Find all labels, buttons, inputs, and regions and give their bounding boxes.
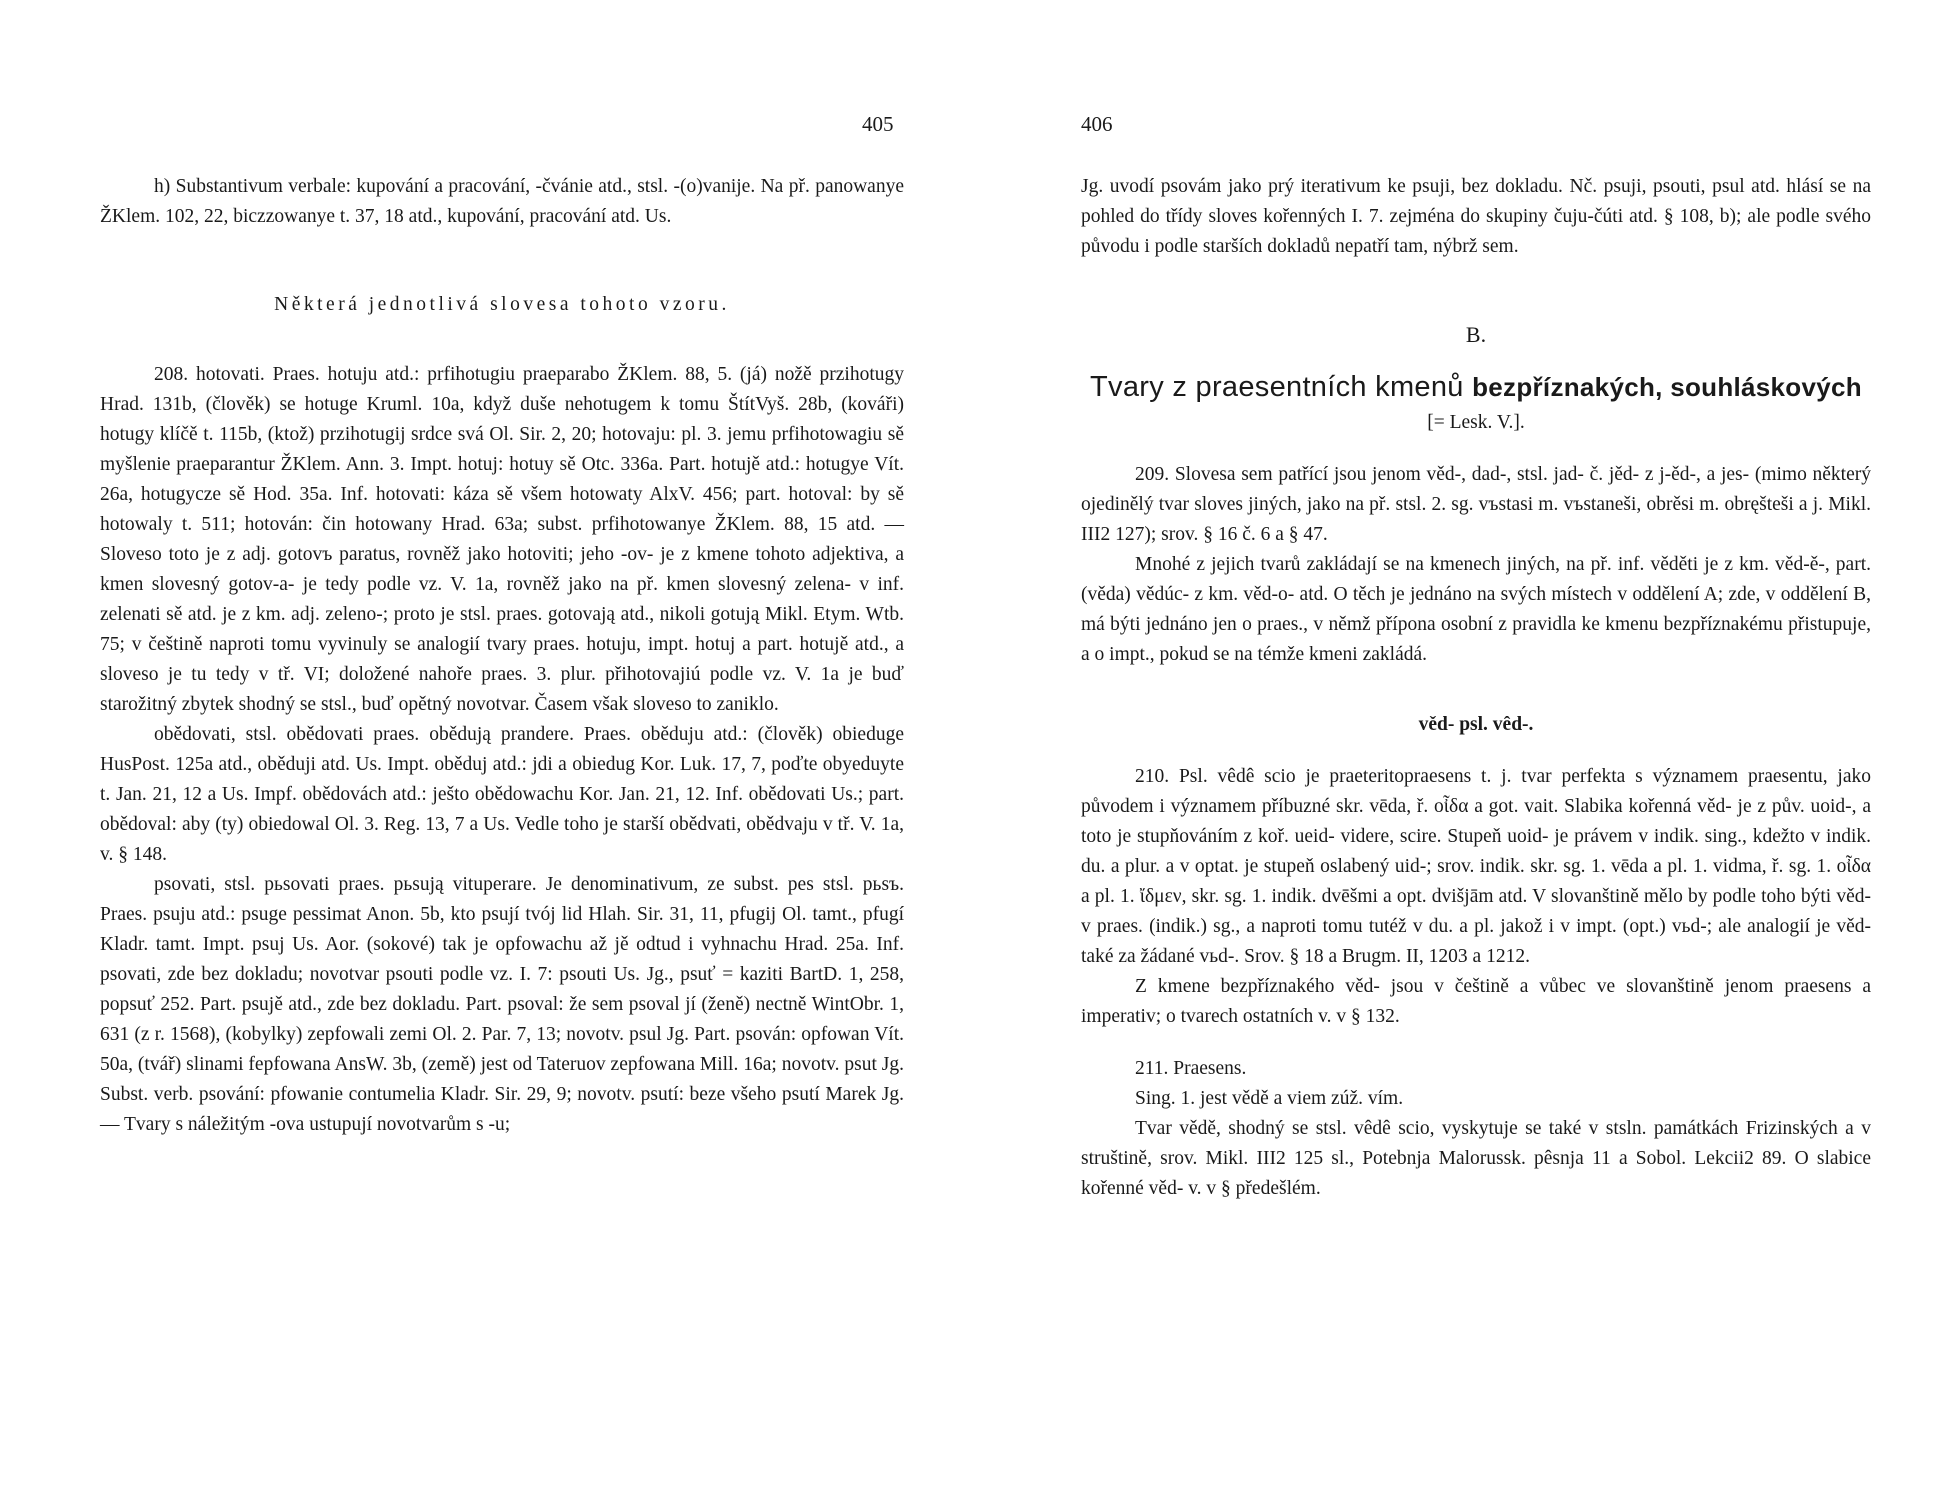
section-letter: B.: [1465, 322, 1487, 347]
right-page: [976, 0, 1952, 1500]
paragraph-continuation: Jg. uvodí psovám jako prý iterativum ke psuji, bez dokladu. Nč. psuji, psouti, psul atd. hlásí se na pohled do třídy sloves kořenných I. 7. zejména do skupiny čuju-čúti atd. § 108, b); ale podle svého původu i podle starších dokladů nepatří tam, nýbrž sem.: [1081, 176, 1871, 257]
paragraph-psovati: psovati, stsl. pьsovati praes. pьsują vituperare. Je denominativum, ze subst. pes stsl. pьsъ. Praes. psuju atd.: psuge pessimat Anon. 5b, kto psují tvój lid Hlah. Sir. 31, 11, pfugij Ol. tamt., pfugí Kladr. tamt. Impt. psuj Us. Aor. (sokové) tak je opfowachu až jě odtud i vyhnachu Hrad. 25a. Inf. psovati, zde bez dokladu; novotvar psouti podle vz. I. 7: psouti Us. Jg., psuť = kaziti BartD. 1, 258, popsuť 252. Part. psujě atd., zde bez dokladu. Part. psoval: že sem psoval jí (ženě) nectně WintObr. 1, 631 (z r. 1568), (kobylky) zepfowali zemi Ol. 2. Par. 7, 13; novotv. psul Jg. Part. psován: opfowan Vít. 50a, (tvář) slinami fepfowana AnsW. 3b, (země) jest od Tateruov zepfowana Mill. 16a; novotv. psut Jg. Subst. verb. psování: pfowanie contumelia Kladr. Sir. 29, 9; novotv. psutí: beze všeho psutí Marek Jg. — Tvary s náležitým -ova ustupují novotvarům s -u;: [100, 874, 904, 1135]
subsection-heading: věd- psl. vêd-.: [1418, 714, 1534, 735]
page-number: 406: [1081, 112, 1113, 136]
section-title-main: Tvary z praesentních kmenů: [1090, 371, 1464, 403]
paragraph-z-kmene: Z kmene bezpříznakého věd- jsou v češtině a vůbec ve slovanštině jenom praesens a imperativ; o tvarech ostatních v. v § 132.: [1081, 976, 1871, 1027]
paragraph-209: 209. Slovesa sem patřící jsou jenom věd-, dad-, stsl. jad- č. jěd- z j-ěd-, a jes- (mimo některý ojedinělý tvar sloves jiných, jako na př. stsl. 2. sg. vъstasi m. vъstaneši, obrěsi m. obręšteši a j. Mikl. III2 127); srov. § 16 č. 6 a § 47.: [1081, 464, 1871, 545]
section-title-bold: bezpříznakých, souhláskových: [1472, 372, 1862, 402]
paragraph-211-heading: 211. Praesens.: [1135, 1058, 1247, 1079]
section-title: [1081, 372, 1871, 402]
paragraph-obedovati: obědovati, stsl. obědovati praes. obědują prandere. Praes. oběduju atd.: (člověk) obieduge HusPost. 125a atd., oběduji atd. Us. Impt. oběduj atd.: jdi a obiedug Kor. Luk. 17, 7, poďte obyeduyte t. Jan. 21, 12 a Us. Impf. obědovách atd.: ješto obědowachu Kor. Jan. 21, 12. Inf. obědovati Us.; part. obědoval: aby (ty) obiedowal Ol. 3. Reg. 13, 7 a Us. Vedle toho je starší obědvati, obědvaju v tř. V. 1a, v. § 148.: [100, 724, 904, 865]
page-text: [100, 172, 904, 1140]
paragraph-sing-1: Sing. 1. jest vědě a viem zúž. vím.: [1135, 1088, 1404, 1109]
page-text: [1081, 172, 1871, 1204]
paragraph-208-hotovati: 208. hotovati. Praes. hotuju atd.: prfihotugiu praeparabo ŽKlem. 88, 5. (já) nožě przihotugy Hrad. 131b, (člověk) se hotuge Kruml. 10a, když duše nehotugem k tomu ŠtítVyš. 28b, (kováři) hotugy klíčě t. 115b, (ktož) przihotugij srdce svá Ol. Sir. 2, 20; hotovaju: pl. 3. jemu prfihotowagiu sě myšlenie praeparantur ŽKlem. Ann. 3. Impt. hotuj: hotuy sě Otc. 336a. Part. hotujě atd.: hotugye Vít. 26a, hotugycze sě Hod. 35a. Inf. hotovati: káza sě všem hotowaty AlxV. 456; part. hotoval: by sě hotowaly t. 511; hotován: čin hotowany Hrad. 63a; subst. prfihotowanye ŽKlem. 88, 15 atd. — Sloveso toto je z adj. gotovъ paratus, rovněž jako hotoviti; jeho -ov- je z kmene tohoto adjektiva, a kmen slovesný gotov-a- je tedy podle vz. V. 1a, rovněž jako na př. kmen slovesný zelena- v inf. zelenati sě atd. je z km. adj. zeleno-; proto je stsl. praes. gotovają atd., nikoli gotują Mikl. Etym. Wtb. 75; v češtině naproti tomu vyvinuly se analogií tvary praes. hotuju, impt. hotuj a part. hotujě atd., a sloveso je tu tedy v tř. VI; doložené nahoře praes. 3. plur. přihotovajiú podle vz. V. 1a je buď starožitný zbytek shodný se stsl., buď opětný novotvar. Časem však sloveso to zaniklo.: [100, 364, 904, 715]
section-reference: [= Lesk. V.].: [1427, 412, 1525, 433]
page-number: 405: [862, 112, 894, 136]
section-heading: Některá jednotlivá slovesa tohoto vzoru.: [274, 294, 730, 315]
paragraph-210: 210. Psl. vêdê scio je praeteritopraesens t. j. tvar perfekta s významem praesentu, jako původem i významem příbuzné skr. vēda, ř. οἶδα a got. vait. Slabika kořenná věd- je z pův. uoid-, a toto je stupňováním z koř. ueid- videre, scire. Stupeň uoid- je právem v indik. sing., kdežto v indik. du. a plur. a v optat. je stupeň oslabený uid-; srov. indik. skr. sg. 1. vēda a pl. 1. vidma, ř. sg. 1. οἶδα a pl. 1. ἴδμεν, skr. sg. 1. indik. dvēšmi a opt. dvišjām atd. V slovanštině mělo by podle toho býti věd- v praes. (indik.) sg., a naproti tomu tutéž v du. a pl. jakož i v impt. (opt.) vьd-; ale analogií je věd- také za žádané vьd-. Srov. § 18 a Brugm. II, 1203 a 1212.: [1081, 766, 1871, 967]
paragraph-substantivum-verbale: h) Substantivum verbale: kupování a pracování, -čvánie atd., stsl. -(o)vanije. Na př. panowanye ŽKlem. 102, 22, biczzowanye t. 37, 18 atd., kupování, pracování atd. Us.: [100, 176, 904, 227]
paragraph-tvar-vede: Tvar vědě, shodný se stsl. vêdê scio, vyskytuje se také v stsln. památkách Frizinských a v struštině, srov. Mikl. III2 125 sl., Potebnja Malorussk. pêsnja 11 a Sobol. Lekcii2 89. O slabice kořenné věd- v. v § předešlém.: [1081, 1118, 1871, 1199]
paragraph-mnohe: Mnohé z jejich tvarů zakládají se na kmenech jiných, na př. inf. věděti je z km. věd-ě-, part. (věda) vědúc- z km. věd-o- atd. O těch je jednáno na svých místech v oddělení A; zde, v oddělení B, má býti jednáno jen o praes., v němž přípona osobní z pravidla ke kmenu bezpříznakému přistupuje, a o impt., pokud se na témže kmeni zakládá.: [1081, 554, 1871, 665]
